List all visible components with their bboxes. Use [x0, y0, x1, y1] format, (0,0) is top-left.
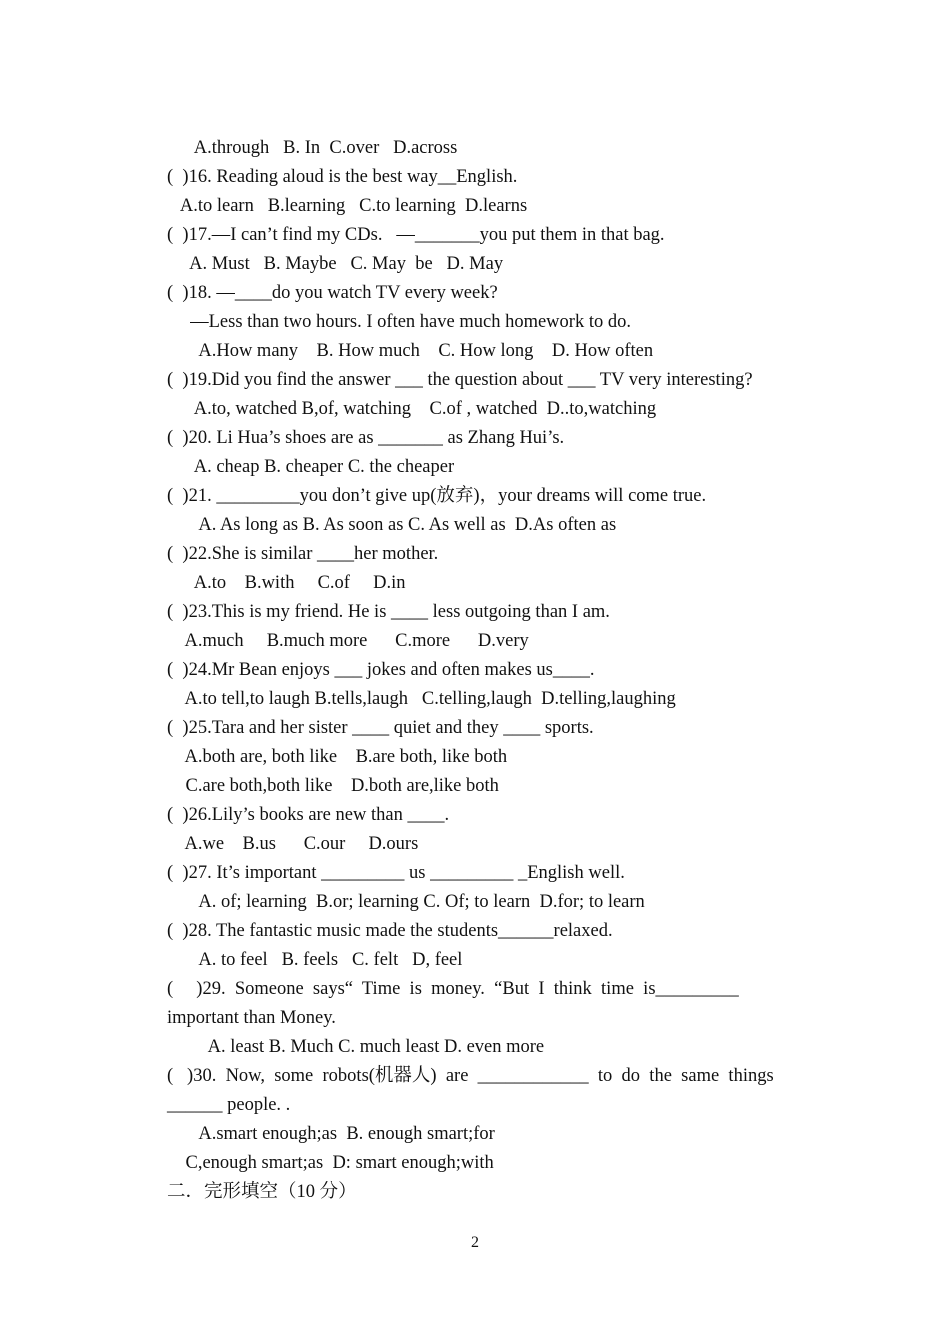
q26-options: A.we B.us C.our D.ours	[167, 834, 419, 854]
q20-stem: ( )20. Li Hua’s shoes are as _______ as Zhang Hui’s.	[167, 428, 565, 448]
q25-options-ab: A.both are, both like B.are both, like both	[167, 747, 508, 767]
page-number: 2	[471, 1234, 479, 1251]
q27-options: A. of; learning B.or; learning C. Of; to learn D.for; to learn	[167, 892, 645, 912]
q29-stem-line2: important than Money.	[167, 1008, 336, 1028]
q28-stem: ( )28. The fantastic music made the students______relaxed.	[167, 921, 613, 941]
q30-options-cd: C,enough smart;as D: smart enough;with	[167, 1153, 494, 1173]
q21-options: A. As long as B. As soon as C. As well as D.As often as	[167, 515, 617, 535]
q30-stem-line2: ______ people. .	[167, 1095, 291, 1115]
q25-options-cd: C.are both,both like D.both are,like both	[167, 776, 499, 796]
q28-options: A. to feel B. feels C. felt D, feel	[167, 950, 463, 970]
q19-options: A.to, watched B,of, watching C.of , watched D..to,watching	[167, 399, 657, 419]
q23-options: A.much B.much more C.more D.very	[167, 631, 529, 651]
q20-options: A. cheap B. cheaper C. the cheaper	[167, 457, 455, 477]
q29-stem-line1: ( )29. Someone says“ Time is money. “But I think time is_________	[167, 979, 739, 999]
q16-options: A.to learn B.learning C.to learning D.learns	[167, 196, 528, 216]
q30-stem-line1: ( )30. Now, some robots(机器人) are ____________ to do the same things	[167, 1066, 774, 1086]
q22-options: A.to B.with C.of D.in	[167, 573, 406, 593]
q16-stem: ( )16. Reading aloud is the best way__English.	[167, 167, 518, 187]
q21-stem: ( )21. _________you don’t give up(放弃)，your dreams will come true.	[167, 486, 707, 506]
q24-stem: ( )24.Mr Bean enjoys ___ jokes and often makes us____.	[167, 660, 595, 680]
question-list	[167, 134, 783, 1207]
q19-stem: ( )19.Did you find the answer ___ the question about ___ TV very interesting?	[167, 370, 753, 390]
q18-reply: —Less than two hours. I often have much homework to do.	[167, 312, 631, 332]
q17-stem: ( )17.—I can’t find my CDs. —_______you put them in that bag.	[167, 225, 665, 245]
section-heading: 二．完形填空（10 分）	[167, 1182, 357, 1202]
q30-options-ab: A.smart enough;as B. enough smart;for	[167, 1124, 495, 1144]
q18-options: A.How many B. How much C. How long D. How often	[167, 341, 654, 361]
q29-options: A. least B. Much C. much least D. even more	[167, 1037, 545, 1057]
q25-stem: ( )25.Tara and her sister ____ quiet and they ____ sports.	[167, 718, 594, 738]
q15-options: A.through B. In C.over D.across	[167, 138, 458, 158]
q26-stem: ( )26.Lily’s books are new than ____.	[167, 805, 450, 825]
q23-stem: ( )23.This is my friend. He is ____ less outgoing than I am.	[167, 602, 610, 622]
q18-stem: ( )18. —____do you watch TV every week?	[167, 283, 498, 303]
q24-options: A.to tell,to laugh B.tells,laugh C.telling,laugh D.telling,laughing	[167, 689, 676, 709]
q22-stem: ( )22.She is similar ____her mother.	[167, 544, 439, 564]
q27-stem: ( )27. It’s important _________ us _________ _English well.	[167, 863, 625, 883]
q17-options: A. Must B. Maybe C. May be D. May	[167, 254, 504, 274]
